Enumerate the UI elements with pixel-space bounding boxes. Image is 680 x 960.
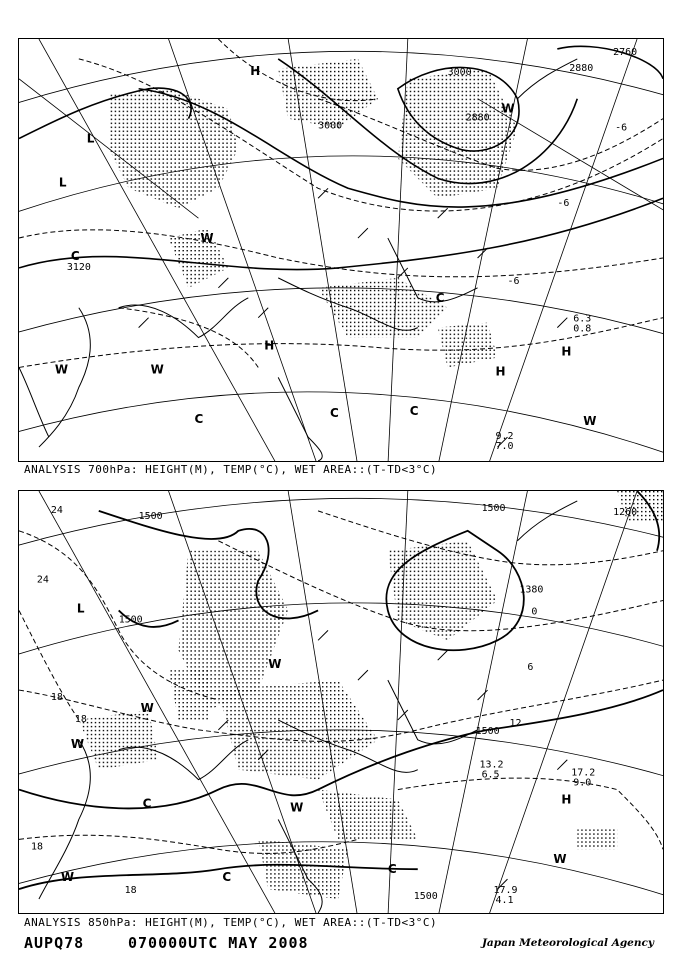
station-plot-value: 9.0 [573, 777, 592, 789]
contour-label: 1500 [118, 614, 143, 626]
pressure-system-marker: W [553, 852, 567, 867]
contour-label: 1500 [413, 891, 438, 903]
pressure-system-marker: C [194, 412, 204, 427]
chart-code: AUPQ78 [24, 934, 85, 952]
pressure-system-marker: W [150, 362, 164, 377]
contour-label: 18 [30, 841, 43, 853]
pressure-system-marker: L [86, 131, 95, 146]
contour-label: 2880 [569, 62, 594, 74]
contour-label: -6 [557, 198, 570, 210]
map-panel-850hpa [18, 490, 664, 914]
valid-time: 070000UTC MAY 2008 [128, 934, 309, 952]
contour-label: 3120 [66, 261, 91, 273]
pressure-system-marker: W [200, 231, 214, 246]
contour-label: 3000 [447, 66, 472, 78]
station-plot-value: 6.3 [573, 313, 592, 325]
contour-label: 12 [509, 717, 522, 729]
pressure-system-marker: C [435, 290, 445, 305]
map-700hpa-canvas [19, 39, 663, 461]
station-plot-value: 13.2 [479, 759, 504, 771]
map-850hpa-canvas [19, 491, 663, 913]
contour-label: 1500 [475, 725, 500, 737]
pressure-system-marker: C [409, 404, 419, 419]
station-plot-value: 17.9 [493, 885, 518, 897]
pressure-system-marker: C [222, 870, 232, 885]
contour-label: 1500 [138, 510, 163, 522]
contour-label: 3000 [318, 120, 343, 132]
pressure-system-marker: W [54, 362, 69, 377]
pressure-system-marker: H [250, 63, 261, 78]
pressure-system-marker: H [561, 344, 572, 359]
contour-label: 18 [124, 885, 137, 897]
contour-label: 2880 [465, 112, 490, 124]
contour-label: 1500 [481, 502, 506, 514]
map-panel-700hpa [18, 38, 664, 462]
contour-label: 0 [531, 606, 538, 618]
contour-label: 6 [527, 662, 534, 674]
station-plot-value: 7.0 [495, 441, 514, 453]
wet-area-shading [109, 59, 518, 368]
contour-label: -6 [507, 275, 520, 287]
contour-label: 24 [50, 504, 63, 516]
contour-label: 2760 [613, 46, 638, 58]
station-plot-value: 4.1 [495, 895, 514, 907]
pressure-system-marker: W [60, 870, 75, 885]
pressure-system-marker: H [495, 364, 506, 379]
pressure-system-marker: C [330, 406, 339, 421]
station-plot-value: 0.8 [573, 323, 592, 335]
pressure-system-marker: W [290, 800, 304, 815]
contour-label: 1380 [519, 584, 544, 596]
wet-area-shading [76, 491, 663, 899]
station-plot-value: 6.5 [481, 769, 500, 781]
contour-label: 1260 [613, 506, 638, 518]
caption-700hpa: ANALYSIS 700hPa: HEIGHT(M), TEMP(°C), WET AREA::(T-TD<3°C) [24, 463, 438, 476]
pressure-system-marker: C [387, 862, 397, 877]
pressure-system-marker: W [268, 657, 282, 672]
pressure-system-marker: H [264, 338, 275, 353]
station-plot-value: 17.2 [571, 767, 596, 779]
caption-850hpa: ANALYSIS 850hPa: HEIGHT(M), TEMP(°C), WET AREA::(T-TD<3°C) [24, 916, 438, 929]
contour-label: 24 [36, 574, 49, 586]
contour-label: -6 [615, 122, 628, 134]
pressure-system-marker: L [58, 175, 67, 190]
pressure-system-marker: W [140, 700, 154, 715]
pressure-system-marker: C [142, 796, 152, 811]
station-plot-value: 9.2 [495, 431, 514, 443]
contour-label: 18 [50, 692, 63, 704]
pressure-system-marker: C [70, 248, 80, 263]
pressure-system-marker: W [501, 101, 515, 116]
pressure-system-marker: W [70, 736, 85, 751]
pressure-system-marker: L [76, 601, 85, 616]
agency-name: Japan Meteorological Agency [481, 937, 654, 949]
pressure-system-marker: H [561, 792, 572, 807]
pressure-system-marker: W [583, 414, 597, 429]
contour-label: 18 [74, 713, 87, 725]
